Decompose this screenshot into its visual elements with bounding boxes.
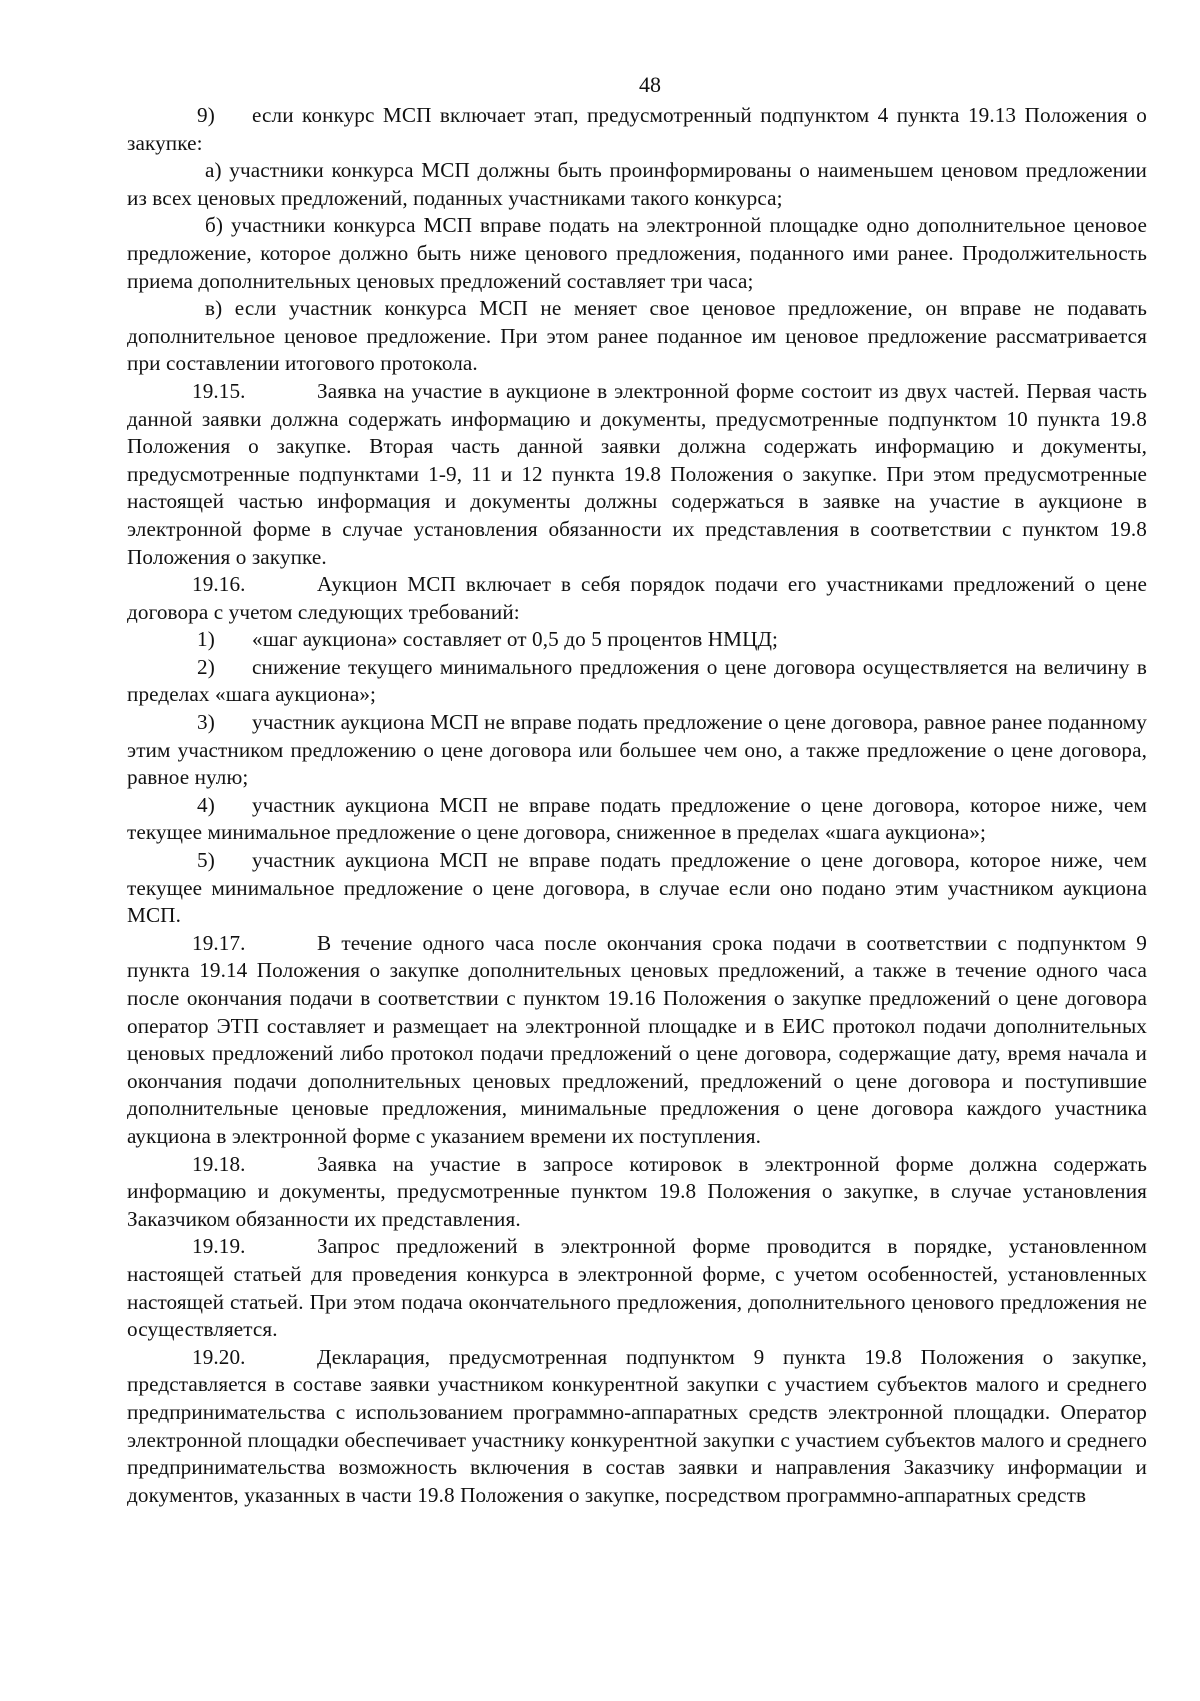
paragraph-text: в) если участник конкурса МСП не меняет свое ценовое предложение, он вправе не подавать дополнительное ценовое предложение. При этом ранее поданное им ценовое предложение рассматривается при составлении итогового протокола.: [127, 296, 1147, 376]
paragraph-text: «шаг аукциона» составляет от 0,5 до 5 процентов НМЦД;: [252, 627, 779, 652]
paragraph-number: 5): [197, 848, 215, 873]
paragraph-number: 19.20.: [192, 1344, 246, 1369]
paragraph-p9c: [127, 295, 1147, 378]
paragraph-p1916: [127, 571, 1147, 626]
paragraph-number: 19.17.: [192, 930, 246, 955]
paragraph-text: участник аукциона МСП не вправе подать предложение о цене договора, которое ниже, чем текущее минимальное предложение о цене договора, сниженное в пределах «шага аукциона»;: [127, 792, 1147, 845]
paragraph-number: 19.15.: [192, 378, 246, 403]
paragraph-text: если конкурс МСП включает этап, предусмотренный подпунктом 4 пункта 19.13 Положения о закупке:: [127, 103, 1147, 155]
paragraph-text: участник аукциона МСП не вправе подать предложение о цене договора, которое ниже, чем текущее минимальное предложение о цене договора, в случае если оно подано этим участником аукциона МСП.: [127, 848, 1147, 928]
paragraph-text: Заявка на участие в запросе котировок в электронной форме должна содержать информацию и документы, предусмотренные пунктом 19.8 Положения о закупке, в случае установления Заказчиком обязанности их представления.: [127, 1151, 1147, 1231]
paragraph-p1916_5: [127, 847, 1147, 930]
paragraph-text: участник аукциона МСП не вправе подать предложение о цене договора, равное ранее поданному этим участником предложению о цене договора или большее чем оно, а также предложение о цене договора, равное нулю;: [127, 710, 1147, 790]
paragraph-p9: [127, 102, 1147, 157]
paragraph-p1915: [127, 378, 1147, 571]
paragraph-p1918: [127, 1151, 1147, 1234]
paragraph-p9a: [127, 157, 1147, 212]
paragraph-text: б) участники конкурса МСП вправе подать на электронной площадке одно дополнительное ценовое предложение, которое должно быть ниже ценового предложения, поданного ими ранее. Продолжительность приема дополнительных ценовых предложений составляет три часа;: [127, 213, 1147, 293]
paragraph-number: 9): [197, 103, 215, 127]
paragraph-text: а) участники конкурса МСП должны быть проинформированы о наименьшем ценовом предложении из всех ценовых предложений, поданных участниками такого конкурса;: [127, 158, 1147, 210]
paragraph-text: Запрос предложений в электронной форме проводится в порядке, установленном настоящей статьей для проведения конкурса в электронной форме, с учетом особенностей, установленных настоящей статьей. При этом подача окончательного предложения, дополнительного ценового предложения не осуществляется.: [127, 1234, 1147, 1342]
paragraph-number: 19.16.: [192, 572, 246, 597]
paragraph-text: Декларация, предусмотренная подпунктом 9 пункта 19.8 Положения о закупке, представляется в составе заявки участником конкурентной закупки с участием субъектов малого и среднего предпринимательства с использованием программно-аппаратных средств электронной площадки. Оператор электронной площадки обеспечивает участнику конкурентной закупки с участием субъектов малого и среднего предпринимательства возможность включения в состав заявки и направления Заказчику информации и документов, указанных в части 19.8 Положения о закупке, посредством программно-аппаратных средств: [127, 1344, 1147, 1507]
paragraph-text: Заявка на участие в аукционе в электронной форме состоит из двух частей. Первая часть данной заявки должна содержать информацию и документы, предусмотренные подпунктом 10 пункта 19.8 Положения о закупке. Вторая часть данной заявки должна содержать информацию и документы, предусмотренные подпунктами 1-9, 11 и 12 пункта 19.8 Положения о закупке. При этом предусмотренные настоящей частью информация и документы должны содержаться в заявке на участие в аукционе в электронной форме в случае установления обязанности их представления в соответствии с пунктом 19.8 Положения о закупке.: [127, 378, 1147, 569]
page-number: 48: [639, 72, 661, 97]
paragraph-number: 19.18.: [192, 1151, 246, 1176]
paragraph-text: Аукцион МСП включает в себя порядок подачи его участниками предложений о цене договора с учетом следующих требований:: [127, 572, 1147, 624]
paragraph-p1920: [127, 1344, 1147, 1510]
paragraph-text: снижение текущего минимального предложения о цене договора осуществляется на величину в пределах «шага аукциона»;: [127, 654, 1147, 707]
paragraph-p1919: [127, 1233, 1147, 1343]
paragraph-number: 3): [197, 710, 215, 735]
paragraph-text: В течение одного часа после окончания срока подачи в соответствии с подпунктом 9 пункта 19.14 Положения о закупке дополнительных ценовых предложений, а также в течение одного часа после окончания подачи в соответствии с пунктом 19.16 Положения о закупке предложений о цене договора оператор ЭТП составляет и размещает на электронной площадке и в ЕИС протокол подачи дополнительных ценовых предложений либо протокол подачи предложений о цене договора, содержащие дату, время начала и окончания подачи дополнительных ценовых предложений, предложений о цене договора и поступившие дополнительные ценовые предложения, минимальные предложения о цене договора каждого участника аукциона в электронной форме с указанием времени их поступления.: [127, 930, 1147, 1148]
paragraph-p1916_3: [127, 709, 1147, 792]
paragraph-number: 1): [197, 627, 215, 652]
paragraph-p9b: [127, 212, 1147, 295]
paragraph-p1917: [127, 930, 1147, 1151]
paragraph-p1916_1: [127, 626, 1147, 654]
paragraph-p1916_4: [127, 792, 1147, 847]
document-body: [127, 102, 1147, 1509]
paragraph-p1916_2: [127, 654, 1147, 709]
paragraph-number: 19.19.: [192, 1234, 246, 1259]
paragraph-number: 4): [197, 792, 215, 817]
paragraph-number: 2): [197, 654, 215, 679]
